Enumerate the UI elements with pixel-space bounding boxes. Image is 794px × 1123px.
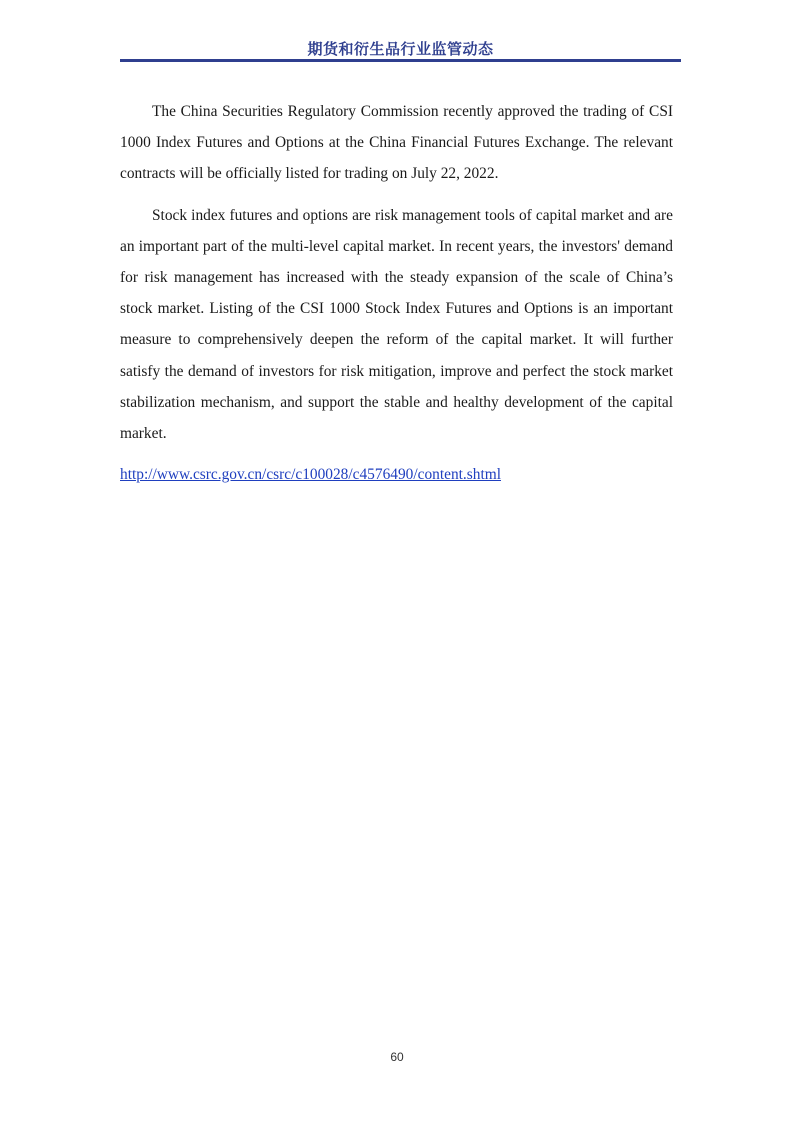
page-header (120, 36, 681, 62)
article-body (120, 96, 673, 490)
source-link[interactable]: http://www.csrc.gov.cn/csrc/c100028/c4576490/content.shtml (120, 466, 501, 484)
header-rule (120, 59, 681, 62)
header-title: 期货和衍生品行业监管动态 (307, 40, 494, 58)
article-paragraph: The China Securities Regulatory Commission recently approved the trading of CSI 1000 Index Futures and Options at the China Financial Futures Exchange. The relevant contracts will be officially listed for trading on July 22, 2022. (120, 103, 673, 183)
article-paragraph: Stock index futures and options are risk management tools of capital market and are an important part of the multi-level capital market. In recent years, the investors' demand for risk management has increased with the steady expansion of the scale of China’s stock market. Listing of the CSI 1000 Stock Index Futures and Options is an important measure to comprehensively deepen the reform of the capital market. It will further satisfy the demand of investors for risk mitigation, improve and perfect the stock market stabilization mechanism, and support the stable and healthy development of the capital market. (120, 206, 673, 443)
page-number: 60 (390, 1050, 404, 1064)
